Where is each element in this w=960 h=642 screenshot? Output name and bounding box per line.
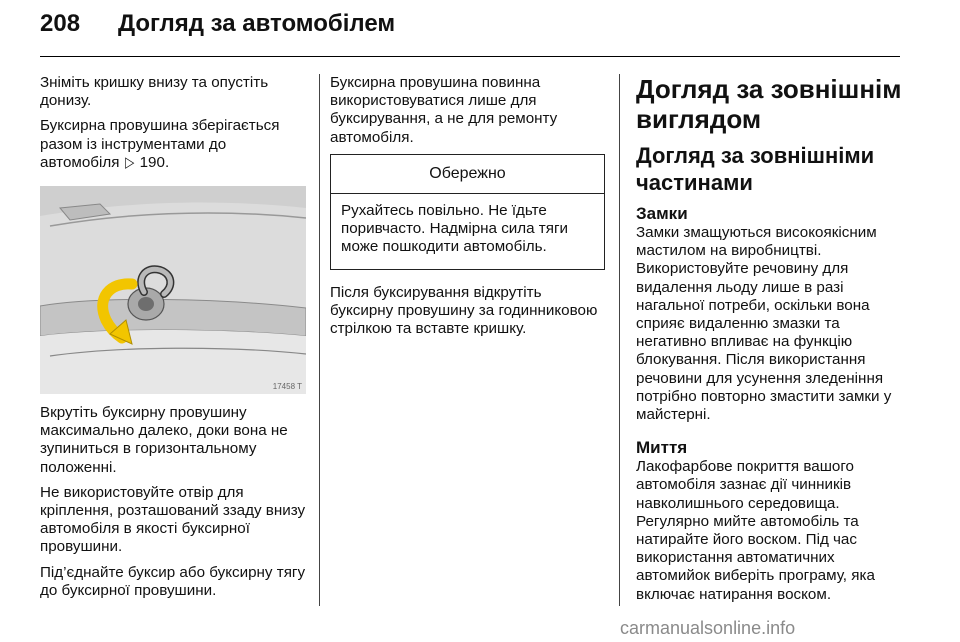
warning-box: [330, 154, 605, 270]
page-title: Догляд за автомобілем: [118, 10, 396, 37]
paragraph: Під’єднайте буксир або буксирну тягу до буксирної провушини.: [40, 563, 306, 599]
wash-heading: Миття: [636, 438, 688, 458]
header-rule: [40, 56, 900, 57]
page-number: 208: [40, 10, 81, 37]
locks-paragraph: Замки змащуються високоякісним мастилом на виробництві. Використовуйте речовину для видалення льоду лише в разі нагальної потреби, оскільки вона сприяє видаленню змазки та негативно впливає на функцію блокування. Після використання речовини для усунення зледеніння потрібно повторно змастити замки у майстерні.: [636, 224, 892, 424]
paragraph: Після буксирування відкрутіть буксирну провушину за годинниковою стрілкою та вставте кришку.: [330, 283, 598, 338]
triangle-right-icon: ▷: [124, 153, 135, 171]
column-left: [40, 74, 308, 179]
page-reference: 190.: [139, 153, 170, 171]
paragraph: Вкрутіть буксирну провушину максимально далеко, доки вона не зупиниться в горизонтальному положенні.: [40, 404, 288, 476]
tow-eye-illustration: [40, 186, 306, 394]
column-right: [636, 74, 906, 611]
subsection-heading: Догляд за зовнішніми частинами: [636, 143, 875, 195]
watermark: carmanualsonline.info: [620, 618, 796, 638]
wash-paragraph: Лакофарбове покриття вашого автомобіля зазнає дії чинників навколишнього середовища. Регулярно мийте автомобіль та натирайте його воском. Під час використання автоматичних автомийок виберіть програму, яка включає натирання воском.: [636, 458, 875, 603]
column-middle: [330, 74, 605, 345]
tow-eye-drawing: [40, 186, 306, 394]
paragraph: Зніміть кришку внизу та опустіть донизу.: [40, 74, 269, 110]
paragraph-with-ref: Буксирна провушина зберігається разом із інструментами до автомобіля ▷ 190.: [40, 117, 280, 171]
warning-title: Обережно: [331, 155, 604, 194]
section-heading: Догляд за зовнішнім виглядом: [636, 74, 902, 134]
column-divider: [319, 74, 320, 606]
locks-heading: Замки: [636, 204, 688, 223]
column-left-lower: [40, 404, 308, 607]
figure-label: 17458 T: [272, 382, 302, 391]
warning-text: Рухайтесь повільно. Не їдьте поривчасто. Надмірна сила тяги може пошкодити автомобіль.: [341, 202, 569, 256]
paragraph: Не використовуйте отвір для кріплення, розташований ззаду внизу автомобіля в якості буксирної провушини.: [40, 483, 306, 556]
paragraph: Буксирна провушина повинна використовуватися лише для буксирування, а не для ремонту автомобіля.: [330, 74, 558, 146]
column-divider: [619, 74, 620, 606]
